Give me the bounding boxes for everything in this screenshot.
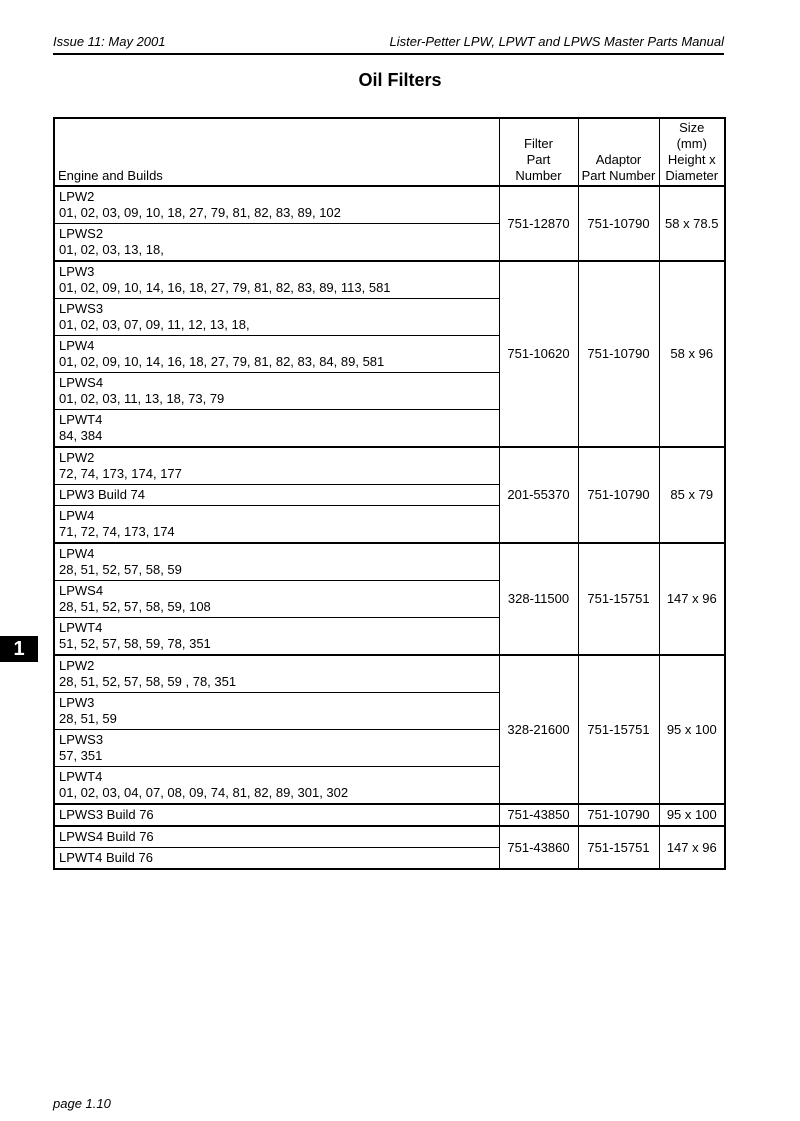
- table-header-row: [54, 118, 725, 186]
- engine-builds: 28, 51, 52, 57, 58, 59: [59, 562, 182, 577]
- engine-model: LPWS3: [59, 301, 104, 316]
- manual-title: Lister-Petter LPW, LPWT and LPWS Master Parts Manual: [389, 34, 724, 49]
- engine-builds-cell: [54, 693, 499, 730]
- oil-filter-table: [53, 117, 726, 870]
- page-header: [53, 33, 724, 55]
- table-row: [54, 826, 725, 848]
- filter-size: 95 x 100: [659, 655, 725, 804]
- engine-builds-cell: [54, 506, 499, 544]
- engine-model: LPWS3: [59, 732, 104, 747]
- engine-builds-cell: [54, 730, 499, 767]
- engine-builds-cell: [54, 581, 499, 618]
- table-row: [54, 186, 725, 224]
- engine-model: LPW4: [59, 338, 95, 353]
- adaptor-part-number: 751-15751: [578, 655, 659, 804]
- filter-part-number: 201-55370: [499, 447, 578, 543]
- engine-builds-cell: [54, 261, 499, 299]
- engine-builds: 51, 52, 57, 58, 59, 78, 351: [59, 636, 211, 651]
- engine-builds: 28, 51, 59: [59, 711, 117, 726]
- issue-label: Issue 11: May 2001: [53, 34, 166, 49]
- engine-model: LPW3 Build 74: [59, 487, 145, 502]
- adaptor-part-number: 751-10790: [578, 804, 659, 826]
- filter-part-number: 751-43860: [499, 826, 578, 869]
- engine-builds-cell: [54, 485, 499, 506]
- engine-builds-cell: [54, 804, 499, 826]
- adaptor-part-number: 751-10790: [578, 261, 659, 447]
- filter-size: 147 x 96: [659, 543, 725, 655]
- engine-model: LPWT4 Build 76: [59, 850, 153, 865]
- adaptor-column-header: Adaptor Part Number: [578, 118, 659, 186]
- filter-column-header: Filter Part Number: [499, 118, 578, 186]
- engine-builds-cell: [54, 186, 499, 224]
- engine-builds-cell: [54, 447, 499, 485]
- engine-model: LPWT4: [59, 620, 103, 635]
- table-row: [54, 655, 725, 693]
- engine-builds-cell: [54, 224, 499, 262]
- engine-column-header: Engine and Builds: [54, 118, 499, 186]
- size-column-header: Size (mm) Height x Diameter: [659, 118, 725, 186]
- engine-builds: 01, 02, 09, 10, 14, 16, 18, 27, 79, 81, 82, 83, 84, 89, 581: [59, 354, 385, 369]
- adaptor-part-number: 751-10790: [578, 447, 659, 543]
- engine-model: LPW2: [59, 658, 95, 673]
- engine-builds: 01, 02, 03, 11, 13, 18, 73, 79: [59, 391, 225, 406]
- engine-model: LPWS4 Build 76: [59, 829, 154, 844]
- engine-model: LPW4: [59, 508, 95, 523]
- engine-builds: 01, 02, 03, 04, 07, 08, 09, 74, 81, 82, 89, 301, 302: [59, 785, 349, 800]
- engine-builds: 71, 72, 74, 173, 174: [59, 524, 175, 539]
- filter-size: 95 x 100: [659, 804, 725, 826]
- adaptor-part-number: 751-10790: [578, 186, 659, 261]
- filter-part-number: 328-11500: [499, 543, 578, 655]
- engine-builds-cell: [54, 336, 499, 373]
- section-tab: 1: [0, 636, 38, 662]
- engine-model: LPWT4: [59, 412, 103, 427]
- engine-model: LPWS2: [59, 226, 104, 241]
- engine-builds-cell: [54, 299, 499, 336]
- engine-builds: 01, 02, 09, 10, 14, 16, 18, 27, 79, 81, 82, 83, 89, 113, 581: [59, 280, 391, 295]
- engine-builds: 72, 74, 173, 174, 177: [59, 466, 182, 481]
- engine-builds-cell: [54, 373, 499, 410]
- engine-builds-cell: [54, 410, 499, 448]
- table-row: [54, 804, 725, 826]
- engine-builds-cell: [54, 618, 499, 656]
- adaptor-part-number: 751-15751: [578, 543, 659, 655]
- engine-model: LPW3: [59, 695, 95, 710]
- filter-size: 58 x 78.5: [659, 186, 725, 261]
- engine-builds: 01, 02, 03, 13, 18,: [59, 242, 164, 257]
- engine-builds: 01, 02, 03, 09, 10, 18, 27, 79, 81, 82, 83, 89, 102: [59, 205, 341, 220]
- page-title: Oil Filters: [358, 70, 442, 90]
- filter-part-number: 751-10620: [499, 261, 578, 447]
- engine-builds: 84, 384: [59, 428, 103, 443]
- filter-size: 58 x 96: [659, 261, 725, 447]
- engine-builds: 28, 51, 52, 57, 58, 59 , 78, 351: [59, 674, 237, 689]
- engine-model: LPWS4: [59, 375, 104, 390]
- page-number: page 1.10: [53, 1096, 111, 1111]
- engine-model: LPWT4: [59, 769, 103, 784]
- engine-model: LPW4: [59, 546, 95, 561]
- filter-part-number: 328-21600: [499, 655, 578, 804]
- filter-size: 85 x 79: [659, 447, 725, 543]
- table-body: [54, 186, 725, 869]
- filter-part-number: 751-43850: [499, 804, 578, 826]
- engine-builds: 01, 02, 03, 07, 09, 11, 12, 13, 18,: [59, 317, 250, 332]
- engine-builds-cell: [54, 655, 499, 693]
- engine-builds-cell: [54, 767, 499, 805]
- engine-model: LPWS4: [59, 583, 104, 598]
- filter-part-number: 751-12870: [499, 186, 578, 261]
- table-row: [54, 447, 725, 485]
- engine-model: LPW2: [59, 189, 95, 204]
- filter-size: 147 x 96: [659, 826, 725, 869]
- table-row: [54, 261, 725, 299]
- engine-model: LPWS3 Build 76: [59, 807, 154, 822]
- adaptor-part-number: 751-15751: [578, 826, 659, 869]
- table-row: [54, 543, 725, 581]
- engine-model: LPW2: [59, 450, 95, 465]
- engine-model: LPW3: [59, 264, 95, 279]
- engine-builds: 57, 351: [59, 748, 103, 763]
- engine-builds: 28, 51, 52, 57, 58, 59, 108: [59, 599, 211, 614]
- engine-builds-cell: [54, 543, 499, 581]
- engine-builds-cell: [54, 848, 499, 870]
- engine-builds-cell: [54, 826, 499, 848]
